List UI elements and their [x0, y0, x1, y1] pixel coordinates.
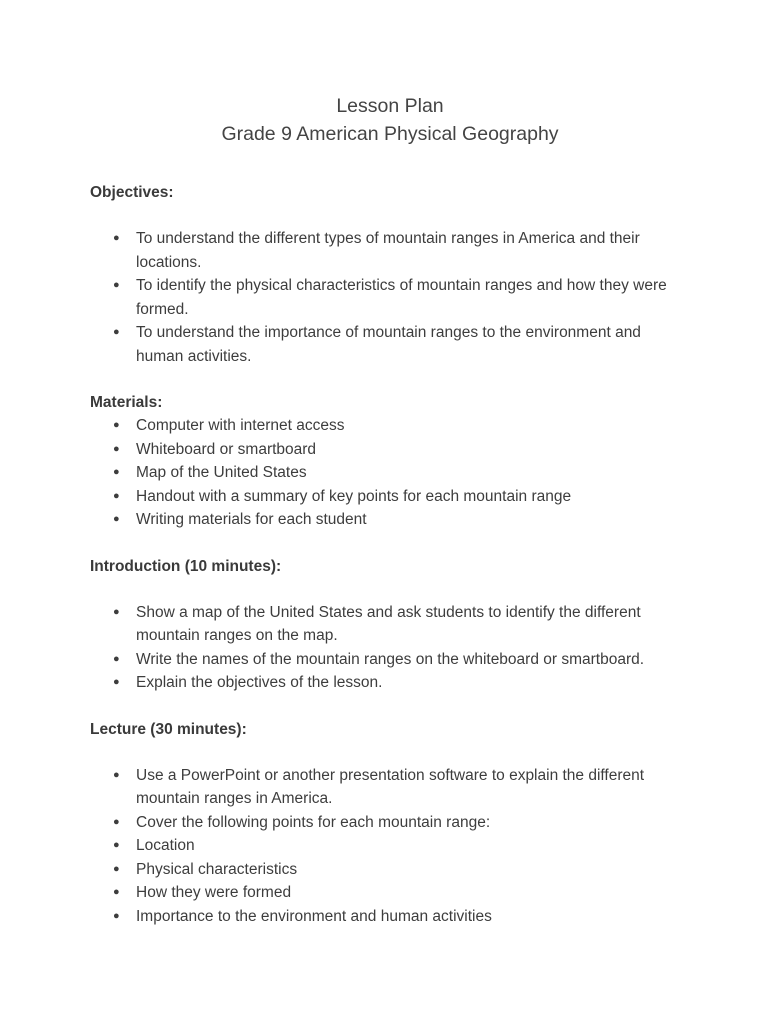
list-item: ● Physical characteristics [90, 858, 690, 882]
bullet-icon: ● [113, 909, 120, 922]
list-item: ● Handout with a summary of key points for each mountain range [90, 485, 690, 509]
bullet-icon: ● [113, 513, 120, 525]
bullet-icon: ● [113, 862, 120, 875]
bullet-icon: ● [113, 279, 120, 291]
list-item: ● Importance to the environment and human activities [90, 905, 690, 929]
list-item: ● Use a PowerPoint or another presentation software to explain the different mountain ranges in America. [90, 764, 690, 811]
bullet-icon: ● [113, 652, 120, 665]
list-item: ● Computer with internet access [90, 414, 690, 438]
bullet-icon: ● [113, 419, 120, 431]
document-title: Lesson Plan [336, 95, 444, 117]
lecture-list [90, 764, 690, 929]
bullet-icon: ● [113, 466, 120, 478]
bullet-icon: ● [113, 489, 120, 502]
introduction-list [90, 601, 690, 695]
list-item: ● Map of the United States [90, 461, 690, 485]
bullet-icon: ● [113, 839, 120, 851]
section-heading-lecture: Lecture (30 minutes): [90, 720, 247, 738]
list-item: ● Cover the following points for each mountain range: [90, 811, 690, 835]
list-item: ● Location [90, 834, 690, 858]
section-heading-introduction: Introduction (10 minutes): [90, 557, 282, 575]
list-item: ● To understand the importance of mountain ranges to the environment and human activities. [90, 321, 690, 368]
list-item: ● To identify the physical characteristics of mountain ranges and how they were formed. [90, 274, 690, 321]
bullet-icon: ● [113, 442, 120, 455]
bullet-icon: ● [113, 768, 120, 781]
bullet-icon: ● [113, 605, 120, 618]
list-item: ● Show a map of the United States and ask students to identify the different mountain ranges on the map. [90, 601, 690, 648]
document-subtitle: Grade 9 American Physical Geography [221, 123, 559, 145]
bullet-icon: ● [113, 326, 120, 338]
list-item: ● Whiteboard or smartboard [90, 438, 690, 462]
list-item: ● Write the names of the mountain ranges on the whiteboard or smartboard. [90, 648, 690, 672]
section-heading-materials: Materials: [90, 394, 163, 411]
section-heading-objectives: Objectives: [90, 184, 174, 201]
objectives-list [90, 227, 690, 368]
document-page [90, 92, 690, 928]
list-item: ● Explain the objectives of the lesson. [90, 671, 690, 695]
bullet-icon: ● [113, 676, 120, 688]
bullet-icon: ● [113, 815, 120, 828]
bullet-icon: ● [113, 232, 120, 244]
list-item: ● Writing materials for each student [90, 508, 690, 532]
list-item: ● How they were formed [90, 881, 690, 905]
list-item: ● To understand the different types of mountain ranges in America and their locations. [90, 227, 690, 274]
materials-list [90, 414, 690, 532]
bullet-icon: ● [113, 886, 120, 898]
